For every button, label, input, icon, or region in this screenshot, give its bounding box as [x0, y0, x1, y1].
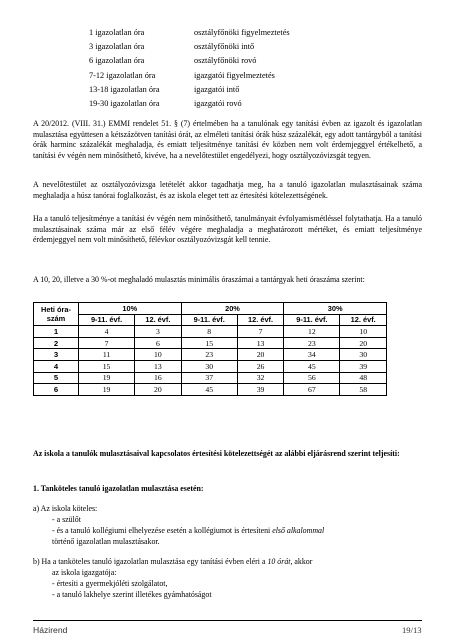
table-cell: 30	[181, 360, 237, 372]
footer-divider	[33, 620, 422, 621]
table-cell: 67	[284, 384, 340, 396]
item-a-title: a) Az iskola köteles:	[33, 504, 98, 513]
table-subheader: 9-11. évf.	[181, 314, 237, 326]
item-a-emphasis: első alkalommal	[272, 526, 325, 535]
table-row	[34, 372, 387, 384]
table-cell: 39	[340, 360, 387, 372]
table-cell: 37	[181, 372, 237, 384]
table-cell: 6	[135, 337, 182, 349]
list-hours: 1 igazolatlan óra	[89, 28, 145, 37]
table-subheader: 12. évf.	[135, 314, 182, 326]
paragraph-regulation: A 20/2012. (VIII. 31.) EMMI rendelet 51. § (7) értelmében ha a tanulónak egy tanítási évben az igazolt és igazolatlan mulasztása együttesen a kétszázötven tanítási órát, az elméleti tanítási órák húsz százalékát, egy adott tantárgyból a tanítási órák harminc százalékát meghaladja, és emiatt teljesítménye tanítási év közben nem volt érdemjeggyel értékelhető, a tanítási év végén nem minősíthető, kivéve, ha a nevelőtestület engedélyezi, hogy osztályozóvizsgát tegyen.	[33, 119, 422, 161]
item-b-emphasis: 10 órát	[267, 557, 291, 566]
section-heading: Az iskola a tanulók mulasztásaival kapcsolatos értesítési kötelezettségét az alábbi eljárásrend szerint teljesíti:	[33, 449, 400, 458]
table-cell: 20	[340, 337, 387, 349]
table-cell: 3	[135, 326, 182, 338]
table-cell: 32	[237, 372, 284, 384]
table-cell: 7	[79, 337, 135, 349]
table-row-header: 6	[34, 384, 79, 396]
list-hours: 19-30 igazolatlan óra	[89, 99, 160, 109]
table-row-header: 3	[34, 349, 79, 361]
item-a-line: történő igazolatlan mulasztásakor.	[52, 537, 160, 546]
table-row-header: 2	[34, 337, 79, 349]
table-cell: 10	[135, 349, 182, 361]
absence-measures-list	[89, 26, 290, 111]
table-cell: 20	[135, 384, 182, 396]
table-cell: 45	[181, 384, 237, 396]
table-group-header: 10%	[79, 303, 182, 315]
table-subheader: 9-11. évf.	[79, 314, 135, 326]
table-group-header: 20%	[181, 303, 284, 315]
list-item	[89, 97, 290, 111]
table-cell: 34	[284, 349, 340, 361]
table-row	[34, 349, 387, 361]
list-hours: 7-12 igazolatlan óra	[89, 70, 156, 80]
table-cell: 13	[135, 360, 182, 372]
table-cell: 23	[284, 337, 340, 349]
item-b-title	[33, 557, 422, 568]
table-row-header: 5	[34, 372, 79, 384]
table-cell: 48	[340, 372, 387, 384]
list-item	[89, 40, 290, 54]
paragraph-repeat-year: Ha a tanuló teljesítménye a tanítási év végén nem minősíthető, tanulmányait évfolyamismétléssel folytathatja. Ha a tanuló mulasztásainak száma már az első félév végére meghaladja a meghatározott mértéket, és emiatt teljesítménye érdemjeggyel nem volt minősíthető, félévkor osztályozóvizsgát kell tennie.	[33, 214, 422, 245]
table-cell: 23	[181, 349, 237, 361]
table-cell: 16	[135, 372, 182, 384]
table-subheader: 12. évf.	[237, 314, 284, 326]
item-b-line: - a tanuló lakhelye szerint illetékes gyámhatóságot	[52, 590, 212, 599]
table-cell: 7	[237, 326, 284, 338]
list-item	[89, 54, 290, 68]
table-cell: 39	[237, 384, 284, 396]
list-measure: igazgatói figyelmeztetés	[194, 70, 275, 80]
list-item	[89, 83, 290, 97]
list-measure: igazgatói intő	[194, 84, 240, 94]
table-row	[34, 360, 387, 372]
table-cell: 58	[340, 384, 387, 396]
table-cell: 8	[181, 326, 237, 338]
table-group-header: 30%	[284, 303, 387, 315]
table-row	[34, 326, 387, 338]
paragraph-exam-denial: A nevelőtestület az osztályozóvizsga letételét akkor tagadhatja meg, ha a tanuló igazolatlan mulasztásainak száma meghaladja a húsz tanórai foglalkozást, és az iskola eleget tett az értesítési kötelezettségének.	[33, 180, 422, 200]
list-hours: 13-18 igazolatlan óra	[89, 84, 160, 94]
table-row	[34, 384, 387, 396]
table-cell: 19	[79, 384, 135, 396]
item-b-text: b) Ha a tanköteles tanuló igazolatlan mulasztása egy tanítási évben eléri a	[33, 557, 268, 566]
table-cell: 30	[340, 349, 387, 361]
absence-threshold-table	[33, 302, 387, 396]
table-cell: 15	[79, 360, 135, 372]
table-subheader: 12. évf.	[340, 314, 387, 326]
paragraph-table-intro: A 10, 20, illetve a 30 %-ot meghaladó mulasztás minimális óraszámai a tantárgyak heti óraszáma szerint:	[33, 275, 365, 284]
table-row-header: 1	[34, 326, 79, 338]
table-cell: 10	[340, 326, 387, 338]
list-item	[89, 69, 290, 83]
footer-title: Házirend	[33, 625, 68, 635]
table-cell: 56	[284, 372, 340, 384]
list-measure: osztályfőnöki rovó	[194, 56, 257, 66]
table-cell: 4	[79, 326, 135, 338]
table-cell: 19	[79, 372, 135, 384]
table-row	[34, 337, 387, 349]
list-measure: osztályfőnöki intő	[194, 42, 255, 52]
list-hours: 6 igazolatlan óra	[89, 56, 145, 66]
table-cell: 15	[181, 337, 237, 349]
table-cell: 13	[237, 337, 284, 349]
item-a-line	[52, 526, 412, 537]
item-b-line: az iskola igazgatója:	[52, 568, 117, 577]
table-corner-header: Heti óra-szám	[34, 303, 79, 326]
table-cell: 11	[79, 349, 135, 361]
table-cell: 45	[284, 360, 340, 372]
section-1-title: 1. Tanköteles tanuló igazolatlan mulasztása esetén:	[33, 484, 204, 493]
list-measure: osztályfőnöki figyelmeztetés	[194, 28, 290, 37]
item-a-text: - és a tanuló kollégiumi elhelyezése esetén a kollégiumot is értesíteni	[52, 526, 273, 535]
table-cell: 12	[284, 326, 340, 338]
list-measure: igazgatói rovó	[194, 99, 242, 109]
page-number: 19/13	[402, 625, 422, 635]
list-hours: 3 igazolatlan óra	[89, 42, 145, 52]
table-cell: 26	[237, 360, 284, 372]
item-a-line: - a szülőt	[52, 515, 81, 524]
list-item	[89, 26, 290, 40]
table-cell: 20	[237, 349, 284, 361]
table-row-header: 4	[34, 360, 79, 372]
item-b-text: , akkor	[290, 557, 313, 566]
item-b-line: - értesíti a gyermekjóléti szolgálatot,	[52, 579, 168, 588]
table-subheader: 9-11. évf.	[284, 314, 340, 326]
